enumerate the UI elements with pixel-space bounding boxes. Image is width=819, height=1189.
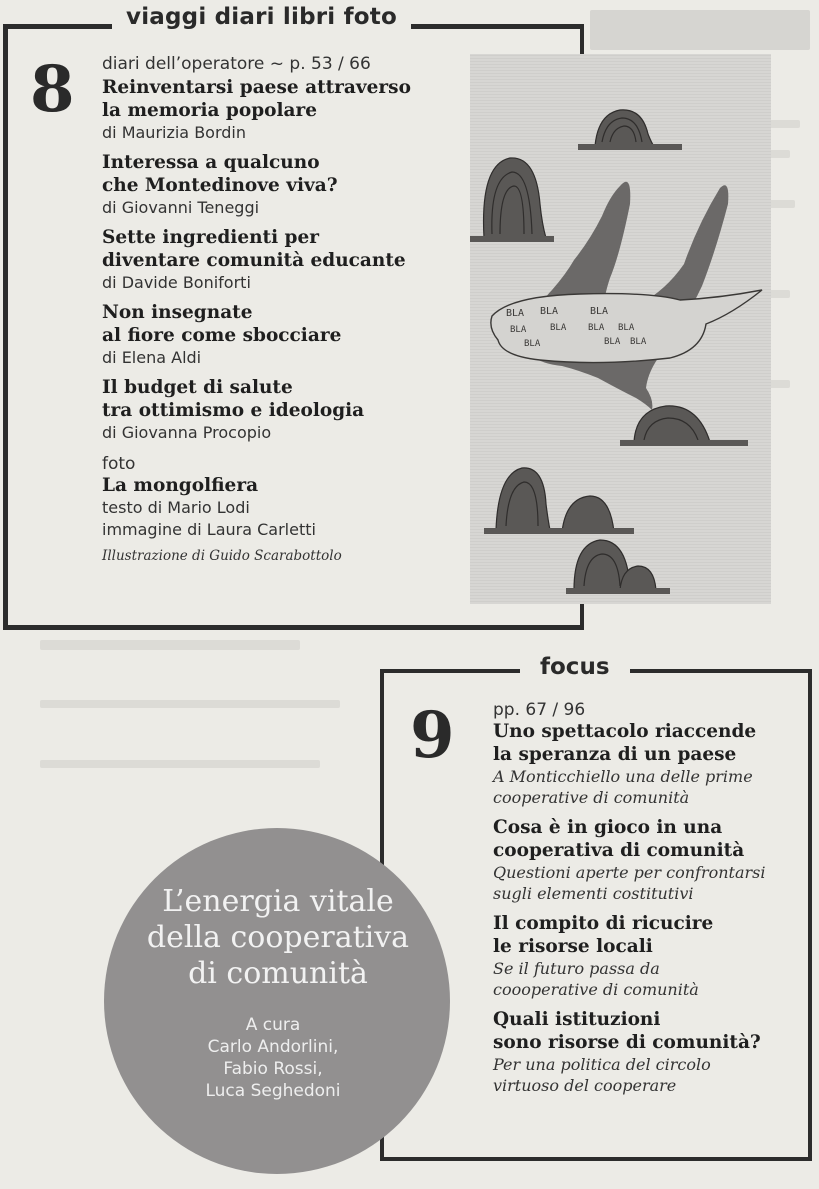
article-entry[interactable] (493, 816, 803, 904)
section-9-number: 9 (410, 698, 455, 773)
article-title[interactable]: Uno spettacolo riaccende la speranza di un paese (493, 721, 757, 765)
bubble-text: BLA (590, 306, 609, 317)
article-entry[interactable] (102, 226, 462, 294)
focus-title: L’energia vitale della cooperativa di comunità (146, 884, 410, 991)
foto-entry[interactable] (102, 454, 462, 541)
section-8-header: viaggi diari libri foto (112, 4, 411, 30)
article-title[interactable]: Il budget di salute tra ottimismo e ideologia (102, 377, 365, 421)
article-entry[interactable] (493, 1008, 803, 1096)
bubble-text: BLA (506, 308, 525, 319)
article-author: di Giovanni Teneggi (102, 198, 260, 217)
article-subtitle: Questioni aperte per confrontarsi sugli elementi costitutivi (493, 863, 766, 903)
bubble-text: BLA (540, 306, 559, 317)
focus-editors (160, 1014, 386, 1102)
bubble-text: BLA (510, 325, 527, 335)
rock-icon (484, 468, 634, 534)
article-author: di Giovanna Procopio (102, 423, 272, 442)
illustration-drawing (470, 54, 771, 604)
article-entry[interactable] (493, 720, 803, 808)
article-subtitle: Per una politica del circolo virtuoso del cooperare (493, 1055, 711, 1095)
article-title[interactable]: Cosa è in gioco in una cooperativa di comunità (493, 817, 745, 861)
rock-icon (578, 110, 682, 150)
foto-text-credit: testo di Mario Lodi (102, 498, 250, 517)
article-title[interactable]: Il compito di ricucire le risorse locali (493, 913, 714, 957)
editor-name: Luca Seghedoni (205, 1081, 341, 1101)
bleed-through-block (40, 700, 340, 708)
rock-icon (470, 158, 554, 242)
section-9-page-label: pp. 67 / 96 (493, 700, 586, 720)
article-title[interactable]: Quali istituzioni sono risorse di comunità? (493, 1009, 761, 1053)
article-entry[interactable] (493, 912, 803, 1000)
bubble-text: BLA (618, 323, 635, 333)
editor-name: Carlo Andorlini, (207, 1037, 339, 1057)
editors-label: A cura (245, 1015, 301, 1035)
article-subtitle: A Monticchiello una delle prime cooperative di comunità (493, 767, 753, 807)
article-title[interactable]: Non insegnate al fiore come sbocciare (102, 302, 342, 346)
foto-title[interactable]: La mongolfiera (102, 475, 259, 496)
rock-icon (566, 540, 670, 594)
section-9-header: focus (520, 654, 630, 680)
section-9-contents (493, 700, 803, 1104)
speech-bubble-icon (491, 290, 762, 363)
article-subtitle: Se il futuro passa da coooperative di comunità (493, 959, 699, 999)
editor-name: Fabio Rossi, (223, 1059, 323, 1079)
article-title[interactable]: Sette ingredienti per diventare comunità educante (102, 227, 406, 271)
bubble-text: BLA (550, 323, 567, 333)
article-author: di Elena Aldi (102, 348, 202, 367)
article-entry[interactable] (102, 376, 462, 444)
rock-icon (620, 406, 748, 446)
article-entry[interactable] (102, 151, 462, 219)
article-title[interactable]: Reinventarsi paese attraverso la memoria popolare (102, 77, 411, 121)
article-entry[interactable] (102, 301, 462, 369)
bubble-text: BLA (630, 337, 647, 347)
foto-image-credit: immagine di Laura Carletti (102, 520, 316, 539)
bleed-through-block (590, 10, 810, 50)
article-title[interactable]: Interessa a qualcuno che Montedinove viva? (102, 152, 338, 196)
foto-label: foto (102, 454, 136, 474)
article-author: di Davide Boniforti (102, 273, 251, 292)
bubble-text: BLA (588, 323, 605, 333)
bubble-text: BLA (604, 337, 621, 347)
section-8-contents (102, 54, 462, 564)
article-author: di Maurizia Bordin (102, 123, 246, 142)
section-8-page-label: diari dell’operatore ~ p. 53 / 66 (102, 54, 371, 74)
bubble-text: BLA (524, 339, 541, 349)
article-entry[interactable] (102, 76, 462, 144)
bleed-through-block (40, 640, 300, 650)
bleed-through-block (40, 760, 320, 768)
illustration (470, 54, 771, 604)
illustration-credit: Illustrazione di Guido Scarabottolo (102, 548, 342, 564)
section-8-number: 8 (30, 52, 75, 127)
focus-circle (104, 828, 450, 1174)
